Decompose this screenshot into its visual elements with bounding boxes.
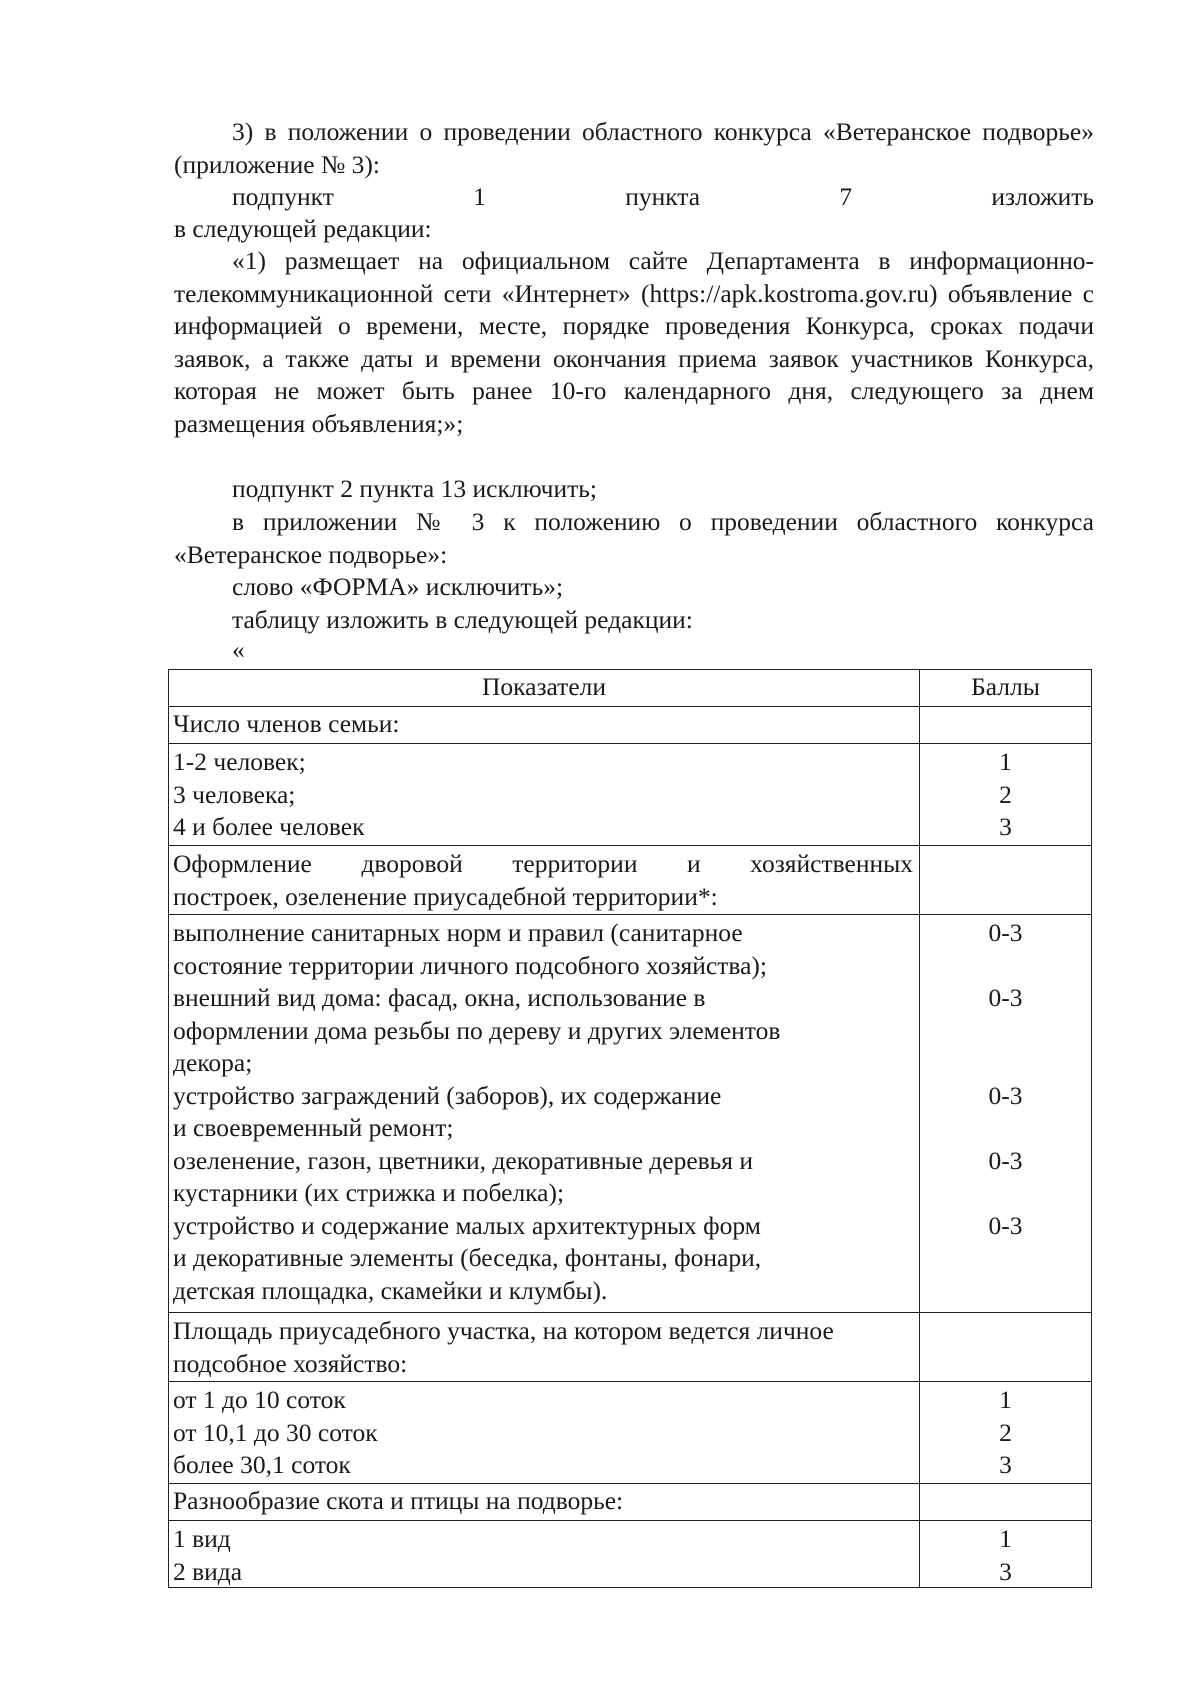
list-item: от 10,1 до 30 соток: [173, 1417, 378, 1447]
group-title-plot-area: Площадь приусадебного участка, на котором ведется личное: [173, 1316, 834, 1345]
table-row: [168, 1483, 919, 1520]
score-value: 1: [999, 1524, 1012, 1553]
paragraph-exclude-subpoint: подпункт 2 пункта 13 исключить;: [232, 474, 597, 503]
group-title-plot-area-cont: подсобное хозяйство:: [173, 1348, 408, 1378]
score-value: 0-3: [988, 918, 1023, 947]
table-cell-empty: [919, 1483, 1092, 1520]
table-header-indicators: Показатели: [168, 669, 919, 706]
list-item: выполнение санитарных норм и правил (санитарное: [173, 918, 743, 947]
paragraph-quoted-clause: «1) размещает на официальном сайте Департамента в информационно-телекоммуникационной сети «Интернет» (https://apk.kostroma.gov.ru) объявление с информацией о времени, месте, порядке проведения Конкурса, сроках подачи заявок, а также даты и времени окончания приема заявок участников Конкурса, которая не может быть ранее 10-го календарного дня, следующего за днем размещения объявления;»;: [174, 246, 1094, 438]
score-value: 0-3: [988, 983, 1023, 1012]
list-item: оформлении дома резьбы по дереву и других элементов: [173, 1015, 781, 1045]
table-cell-empty: [919, 706, 1092, 743]
list-item: 2 вида: [173, 1556, 243, 1586]
table-cell-empty: [919, 1312, 1092, 1381]
opening-quote: «: [232, 635, 245, 664]
paragraph-subpoint-1-cont: в следующей редакции:: [174, 214, 432, 243]
score-value: 0-3: [988, 1210, 1023, 1240]
table-row: [168, 845, 919, 914]
score-value: 0-3: [988, 1080, 1023, 1110]
list-item: более 30,1 соток: [173, 1450, 351, 1479]
list-item: от 1 до 10 соток: [173, 1385, 346, 1414]
table-cell-empty: [919, 845, 1092, 914]
list-item: и декоративные элементы (беседка, фонтаны, фонари,: [173, 1243, 762, 1272]
group-title-livestock: Разнообразие скота и птицы на подворье:: [173, 1486, 624, 1515]
table-row: [168, 1381, 919, 1483]
list-item: состояние территории личного подсобного хозяйства);: [173, 950, 767, 980]
table-row: [168, 743, 919, 845]
paragraph-table-intro: таблицу изложить в следующей редакции:: [232, 605, 693, 634]
table-row: [168, 706, 919, 743]
list-item: устройство и содержание малых архитектурных форм: [173, 1210, 761, 1240]
score-value: 1: [999, 1385, 1012, 1414]
list-item: и своевременный ремонт;: [173, 1113, 454, 1142]
score-cell: [919, 1520, 1092, 1588]
group-title-territory-cont: построек, озеленение приусадебной территории*:: [173, 881, 718, 911]
score-cell: [919, 914, 1092, 1312]
list-item: детская площадка, скамейки и клумбы).: [173, 1275, 608, 1305]
group-title-territory: Оформление дворовой территории и хозяйственных: [173, 849, 913, 878]
list-item: 1 вид: [173, 1524, 231, 1553]
paragraph-exclude-word: слово «ФОРМА» исключить»;: [232, 572, 564, 601]
list-item: озеленение, газон, цветники, декоративные деревья и: [173, 1145, 754, 1175]
group-title-family: Число членов семьи:: [173, 709, 400, 738]
score-value: 0-3: [988, 1145, 1023, 1175]
list-item: 3 человека;: [173, 779, 296, 809]
score-cell: [919, 743, 1092, 845]
paragraph-amendment-3: 3) в положении о проведении областного конкурса «Ветеранское подворье» (приложение № 3):: [174, 117, 1094, 179]
score-value: 2: [999, 1417, 1012, 1447]
table-row: [168, 914, 919, 1312]
list-item: устройство заграждений (заборов), их содержание: [173, 1080, 722, 1110]
score-value: 1: [999, 747, 1012, 776]
score-cell: [919, 1381, 1092, 1483]
criteria-table: [168, 669, 1092, 1586]
score-value: 3: [999, 1556, 1012, 1586]
table-header-points: Баллы: [919, 669, 1092, 706]
score-value: 2: [999, 779, 1012, 809]
score-value: 3: [999, 812, 1012, 841]
paragraph-annex-3: в приложении № 3 к положению о проведении областного конкурса «Ветеранское подворье»:: [174, 507, 1094, 569]
list-item: внешний вид дома: фасад, окна, использование в: [173, 983, 706, 1012]
list-item: декора;: [173, 1048, 253, 1077]
table-row: [168, 1520, 919, 1588]
list-item: 1-2 человек;: [173, 747, 306, 776]
list-item: кустарники (их стрижка и побелка);: [173, 1178, 565, 1207]
list-item: 4 и более человек: [173, 812, 365, 841]
score-value: 3: [999, 1450, 1012, 1479]
paragraph-subpoint-1: подпункт 1 пункта 7 изложить: [232, 182, 1094, 211]
table-row: [168, 1312, 919, 1381]
